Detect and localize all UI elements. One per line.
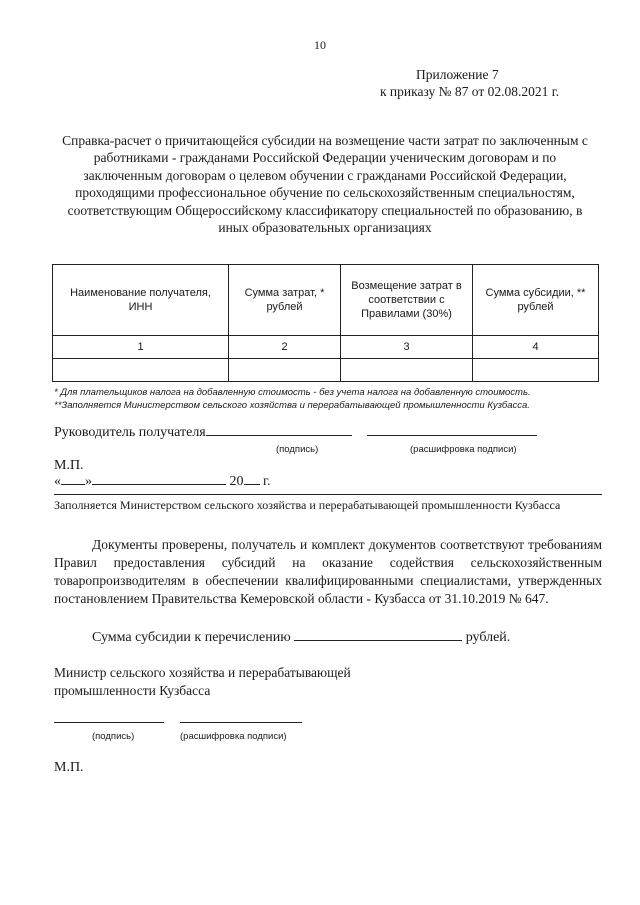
table-cell: 2 <box>229 336 341 359</box>
year-blank <box>244 484 260 485</box>
table-cell <box>341 359 473 382</box>
minister-signature-blank <box>54 722 164 723</box>
year-suffix: г. <box>263 474 271 489</box>
head-signature-line <box>54 425 537 441</box>
head-label: Руководитель получателя <box>54 425 206 440</box>
subsidy-sum-label: Сумма субсидии к перечислению <box>92 630 291 645</box>
date-line <box>54 474 271 490</box>
minister-title-line1: Министр сельского хозяйства и перерабатывающей <box>54 665 351 680</box>
appendix-order-ref: к приказу № 87 от 02.08.2021 г. <box>380 84 560 99</box>
subsidy-sum-blank <box>294 640 462 641</box>
minister-decoding-caption: (расшифровка подписи) <box>180 731 287 742</box>
footnote-ministry: **Заполняется Министерством сельского хозяйства и перерабатывающей промышленности Кузбасса. <box>54 400 530 411</box>
ministry-fill-note: Заполняется Министерством сельского хозяйства и перерабатывающей промышленности Кузбасса <box>54 498 561 512</box>
table-cell <box>229 359 341 382</box>
subsidy-sum-unit: рублей. <box>465 630 511 645</box>
appendix-title: Приложение 7 <box>416 67 499 82</box>
minister-signature-caption: (подпись) <box>92 731 135 742</box>
document-title: Справка-расчет о причитающейся субсидии на возмещение части затрат по заключенным с работниками - гражданами Российской Федерации ученическим договорам и по заключенным договорам о целевом обучении с гражданами Российской Федерации, проходящими профессиональное обучение по сельскохозяйственным специальностям, соответствующим Общероссийскому классификатору специальностей по образованию, в иных образовательных организациях <box>62 133 588 236</box>
table-header-cell: Возмещение затрат в соответствии с Правилами (30%) <box>341 265 473 336</box>
table-cell: 3 <box>341 336 473 359</box>
decoding-caption: (расшифровка подписи) <box>410 444 517 455</box>
year-prefix: 20 <box>229 474 244 489</box>
subsidy-table <box>52 264 599 382</box>
date-open-quote: « <box>54 474 61 489</box>
section-divider <box>54 494 602 495</box>
date-close-quote: » <box>85 474 92 489</box>
table-cell: 4 <box>473 336 599 359</box>
table-header-cell: Наименование получателя, ИНН <box>53 265 229 336</box>
signature-caption: (подпись) <box>276 444 319 455</box>
table-header-row <box>53 265 599 336</box>
minister-decoding-blank <box>180 722 302 723</box>
minister-title <box>54 664 351 700</box>
minister-signature-line <box>54 712 302 728</box>
day-blank <box>61 484 85 485</box>
table-header-cell: Сумма субсидии, ** рублей <box>473 265 599 336</box>
table-cell <box>53 359 229 382</box>
minister-stamp-label: М.П. <box>54 760 84 775</box>
appendix-header <box>380 66 559 100</box>
footnotes <box>54 386 531 412</box>
table-cell <box>473 359 599 382</box>
page-number: 10 <box>314 38 326 52</box>
table-empty-row <box>53 359 599 382</box>
table-header-cell: Сумма затрат, * рублей <box>229 265 341 336</box>
stamp-label: М.П. <box>54 458 84 473</box>
month-blank <box>92 484 226 485</box>
signature-blank <box>206 435 352 436</box>
minister-title-line2: промышленности Кузбасса <box>54 683 211 698</box>
table-cell: 1 <box>53 336 229 359</box>
footnote-vat: * Для плательщиков налога на добавленную стоимость - без учета налога на добавленную стоимость. <box>54 387 531 398</box>
decoding-blank <box>367 435 537 436</box>
verification-paragraph: Документы проверены, получатель и комплект документов соответствуют требованиям Правил предоставления субсидий на оказание содействия сельскохозяйственным товаропроизводителям в обеспечении квалифицированными специалистами, утвержденных постановлением Правительства Кемеровской области - Кузбасса от 31.10.2019 № 647. <box>54 537 602 606</box>
subsidy-sum-line <box>92 630 510 646</box>
table-number-row <box>53 336 599 359</box>
